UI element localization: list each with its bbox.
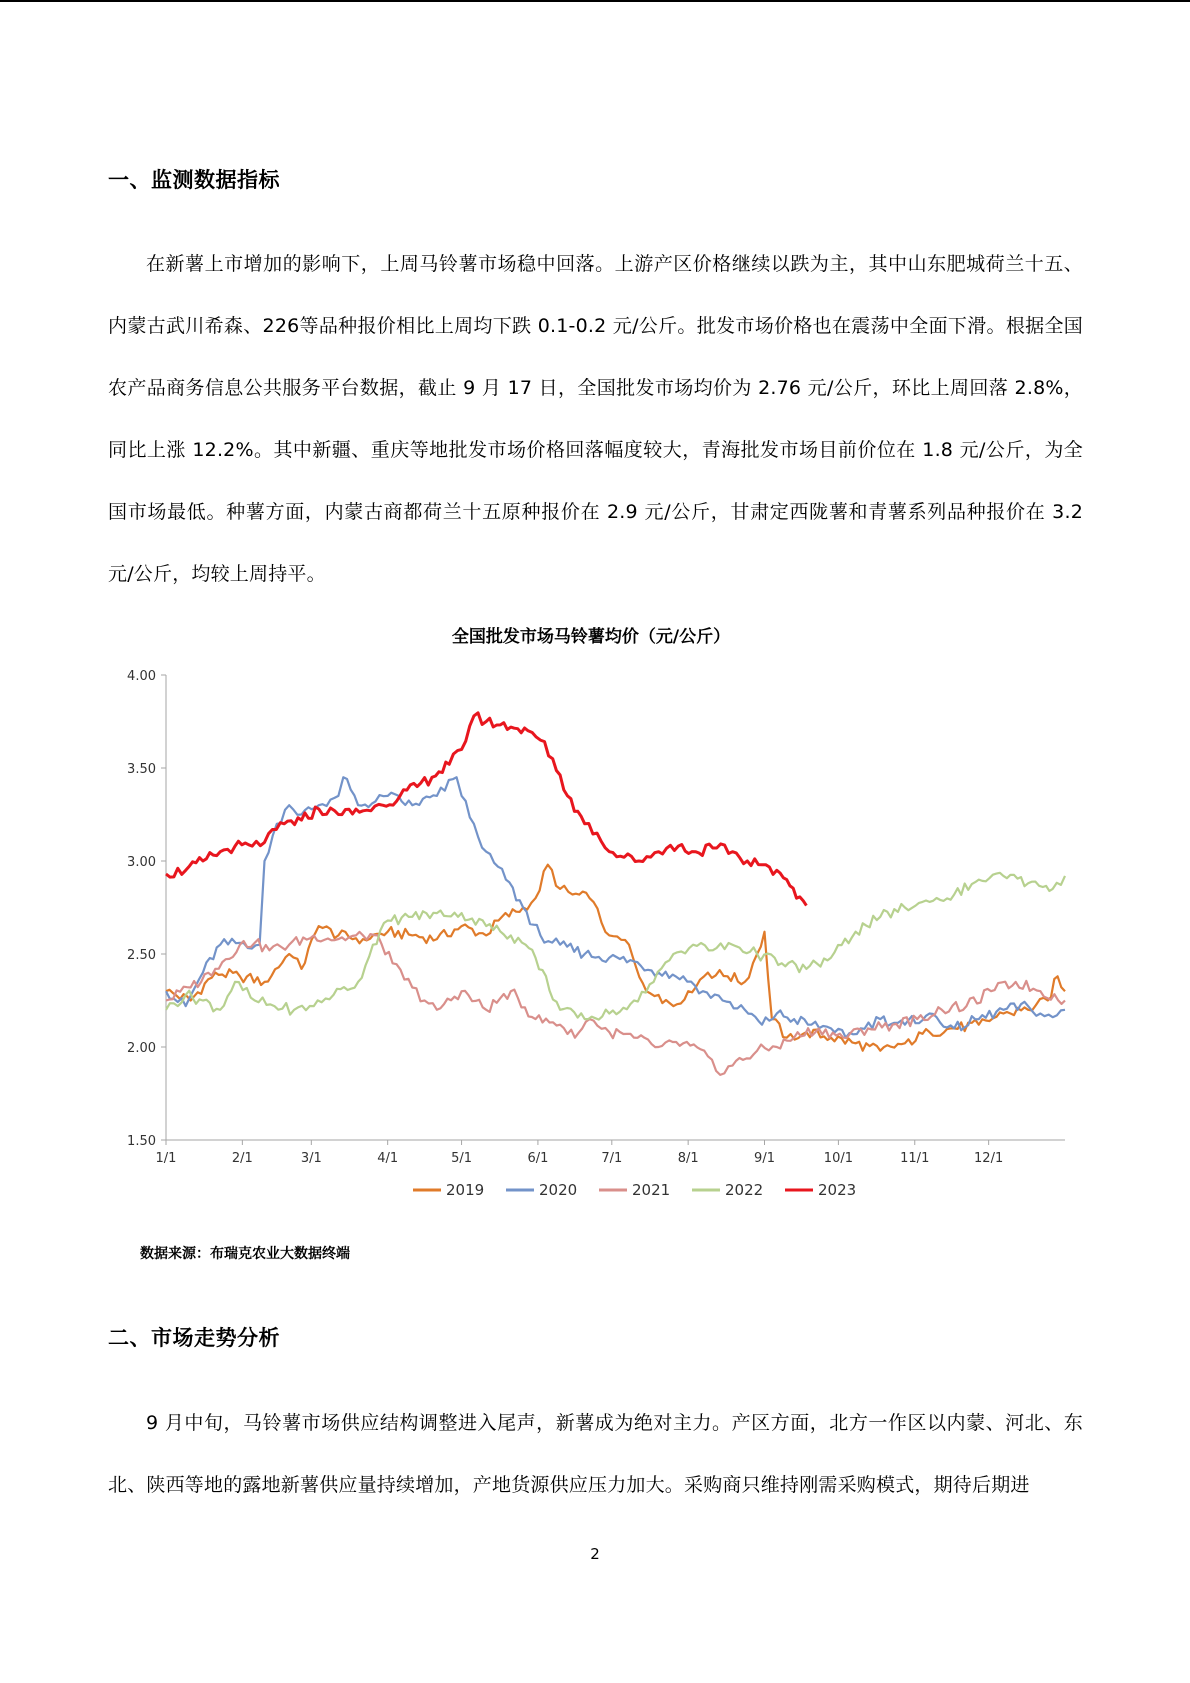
x-tick-label: 4/1 [377,1151,399,1166]
y-axis [127,669,166,1149]
x-tick-label: 8/1 [677,1151,699,1166]
legend-label-2021: 2021 [632,1181,671,1199]
section-2-paragraph: 9 月中旬，马铃薯市场供应结构调整进入尾声，新薯成为绝对主力。产区方面，北方一作区以内蒙、河北、东北、陕西等地的露地新薯供应量持续增加，产地货源供应压力加大。采购商只维持刚需采购模式，期待后期进 [108,1412,1083,1496]
legend-label-2023: 2023 [818,1181,857,1199]
chart-legend [413,1181,856,1199]
series-line-2023 [166,713,806,906]
x-tick-label: 5/1 [451,1151,473,1166]
y-tick-label: 4.00 [127,669,156,684]
y-tick-label: 3.00 [127,855,156,870]
legend-label-2022: 2022 [725,1181,764,1199]
x-tick-label: 6/1 [527,1151,549,1166]
x-tick-label: 7/1 [601,1151,623,1166]
y-tick-label: 3.50 [127,762,156,777]
legend-label-2020: 2020 [539,1181,578,1199]
section-heading-1: 一、监测数据指标 [108,168,280,192]
y-tick-label: 2.00 [127,1041,156,1056]
x-tick-label: 1/1 [155,1151,177,1166]
x-tick-label: 9/1 [754,1151,775,1166]
section-1-paragraph: 在新薯上市增加的影响下，上周马铃薯市场稳中回落。上游产区价格继续以跌为主，其中山东肥城荷兰十五、内蒙古武川希森、226等品种报价相比上周均下跌 0.1-0.2 元/公斤。批发市场价格也在震荡中全面下滑。根据全国农产品商务信息公共服务平台数据，截止 9 月 17 日，全国批发市场均价为 2.76 元/公斤，环比上周回落 2.8%，同比上涨 12.2%。其中新疆、重庆等地批发市场价格回落幅度较大，青海批发市场目前价位在 1.8 元/公斤，为全国市场最低。种薯方面，内蒙古商都荷兰十五原种报价在 2.9 元/公斤，甘肃定西陇薯和青薯系列品种报价在 3.2 元/公斤，均较上周持平。 [108,253,1083,585]
price-line-chart [108,620,1083,1220]
x-tick-label: 2/1 [231,1151,253,1166]
section-heading-2: 二、市场走势分析 [108,1326,280,1350]
x-tick-label: 11/1 [900,1151,930,1166]
x-tick-label: 3/1 [300,1151,322,1166]
x-tick-label: 12/1 [974,1151,1004,1166]
chart-title: 全国批发市场马铃薯均价（元/公斤） [451,627,731,647]
series-line-2022 [166,873,1065,1020]
x-axis [156,1140,1065,1166]
data-source-note: 数据来源：布瑞克农业大数据终端 [140,1246,350,1262]
legend-label-2019: 2019 [446,1181,485,1199]
series-line-2020 [166,777,1065,1037]
series-line-2021 [166,932,1065,1075]
y-tick-label: 2.50 [127,948,156,963]
y-tick-label: 1.50 [127,1134,156,1149]
x-tick-label: 10/1 [823,1151,854,1166]
top-rule [0,0,1190,2]
series-lines [166,713,1065,1075]
page-number: 2 [590,1545,600,1563]
